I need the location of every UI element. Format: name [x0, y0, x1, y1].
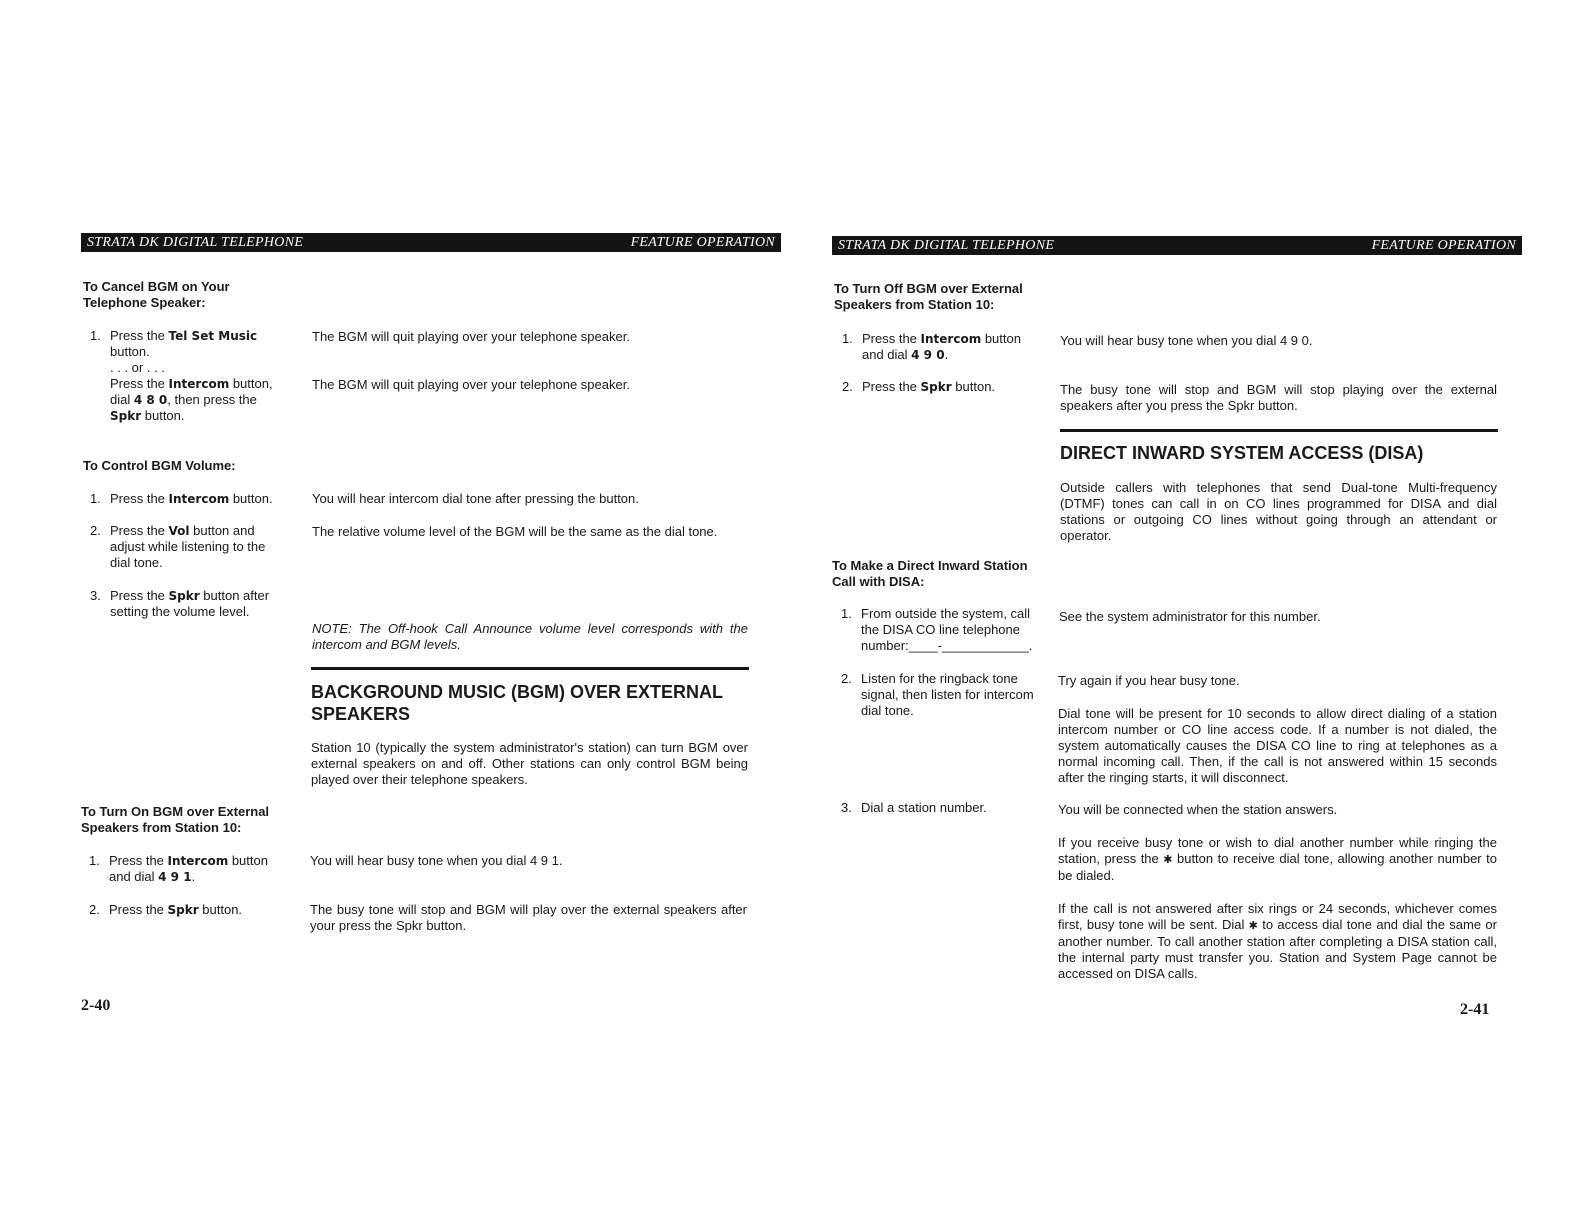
turn-on-step-2: 2. Press the Spkr button. [89, 902, 243, 917]
page-number: 2-40 [81, 997, 111, 1014]
header-section: FEATURE OPERATION [630, 234, 775, 250]
turn-on-desc-1: You will hear busy tone when you dial 4 9 1. [310, 853, 563, 868]
turn-on-step-1: 1. Press the Intercom button and dial 4 9 1. [89, 853, 268, 884]
disa-step-2: 2. Listen for the ringback tone signal, then listen for intercom dial tone. [841, 671, 1034, 718]
volume-note: NOTE: The Off-hook Call Announce volume level corresponds with the intercom and BGM levels. [312, 621, 748, 652]
volume-step-3: 3. Press the Spkr button after setting the volume level. [90, 588, 270, 619]
header-title: STRATA DK DIGITAL TELEPHONE [87, 234, 304, 250]
volume-step-2: 2. Press the Vol button and adjust while listening to the dial tone. [90, 523, 266, 570]
control-volume-heading: To Control BGM Volume: [83, 458, 236, 473]
disa-desc-2a: Try again if you hear busy tone. [1058, 673, 1240, 688]
disa-heading: To Make a Direct Inward Station Call with DISA: [832, 558, 1028, 589]
disa-desc-1: See the system administrator for this number. [1059, 609, 1321, 624]
disa-desc-3c: If the call is not answered after six rings or 24 seconds, whichever comes first, busy tone will be sent. Dial ✱ to access dial tone and dial the same or another number. To call another station after completing a DISA station call, the internal party must transfer you. Station and System Page cannot be accessed on DISA calls. [1058, 901, 1497, 981]
turn-on-desc-2: The busy tone will stop and BGM will play over the external speakers after your press the Spkr button. [310, 902, 747, 933]
cancel-desc-2: The BGM will quit playing over your telephone speaker. [312, 377, 630, 392]
bgm-external-body: Station 10 (typically the system administrator's station) can turn BGM over external speakers on and off. Other stations can only control BGM being played over their telephone speakers. [311, 740, 748, 787]
header-section: FEATURE OPERATION [1371, 237, 1516, 253]
header-bar [81, 233, 781, 252]
page-number: 2-41 [1460, 1001, 1490, 1018]
header-bar [832, 236, 1522, 255]
volume-step-1: 1. Press the Intercom button. [90, 491, 273, 506]
turn-off-step-2: 2. Press the Spkr button. [842, 379, 996, 394]
disa-title: DIRECT INWARD SYSTEM ACCESS (DISA) [1060, 443, 1424, 463]
cancel-bgm-heading: To Cancel BGM on Your Telephone Speaker: [83, 279, 230, 310]
volume-desc-2: The relative volume level of the BGM will be the same as the dial tone. [312, 524, 718, 539]
star-key-icon: ✱ [1248, 920, 1258, 932]
section-divider [1060, 429, 1498, 432]
turn-off-step-1: 1. Press the Intercom button and dial 4 9 0. [842, 331, 1021, 362]
left-page [81, 0, 781, 1221]
bgm-external-title: BACKGROUND MUSIC (BGM) OVER EXTERNAL SPEAKERS [311, 682, 723, 724]
disa-desc-2b: Dial tone will be present for 10 seconds to allow direct dialing of a station intercom number or CO line access code. If a number is not dialed, the system automatically causes the DISA CO line to ring at telephones as a normal incoming call. Then, if the call is not answered within 15 seconds after the ringing starts, it will disconnect. [1058, 706, 1497, 785]
header-title: STRATA DK DIGITAL TELEPHONE [838, 237, 1055, 253]
turn-off-heading: To Turn Off BGM over External Speakers from Station 10: [834, 281, 1023, 312]
turn-off-desc-2: The busy tone will stop and BGM will stop playing over the external speakers after you press the Spkr button. [1060, 382, 1497, 413]
disa-step-1: 1. From outside the system, call the DISA CO line telephone number:____-____________. [841, 606, 1033, 653]
turn-on-heading: To Turn On BGM over External Speakers from Station 10: [81, 804, 270, 835]
disa-desc-3b: If you receive busy tone or wish to dial another number while ringing the station, press the ✱ button to receive dial tone, allowing another number to be dialed. [1058, 835, 1497, 883]
cancel-desc-1: The BGM will quit playing over your telephone speaker. [312, 329, 630, 344]
disa-desc-3a: You will be connected when the station answers. [1058, 802, 1338, 817]
disa-body: Outside callers with telephones that send Dual-tone Multi-frequency (DTMF) tones can call in on CO lines programmed for DISA and dial stations or outgoing CO lines without going through an attendant or operator. [1060, 480, 1497, 543]
disa-step-3: 3. Dial a station number. [841, 800, 987, 815]
section-divider [311, 667, 749, 670]
volume-desc-1: You will hear intercom dial tone after pressing the button. [312, 491, 639, 506]
star-key-icon: ✱ [1163, 854, 1173, 866]
right-page [832, 0, 1522, 1221]
cancel-step-1: 1. Press the Tel Set Music button. . . . or . . . Press the Intercom button, dial 4 8 0, then press the Spkr button. [90, 328, 273, 423]
turn-off-desc-1: You will hear busy tone when you dial 4 9 0. [1060, 333, 1313, 348]
